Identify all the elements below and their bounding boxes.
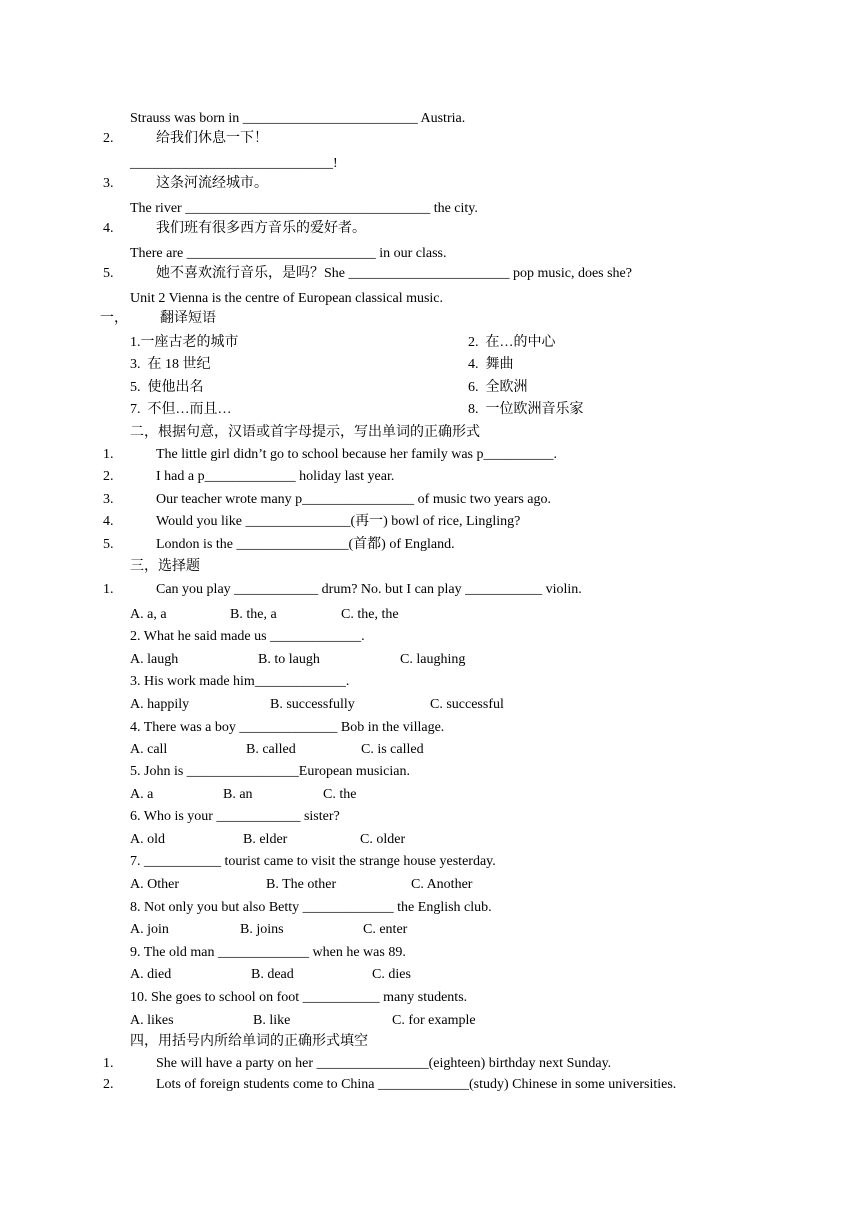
line-text: 7. 不但…而且… xyxy=(130,402,232,417)
option-b: B. like xyxy=(253,1013,291,1028)
option-c: C. the xyxy=(323,787,357,802)
line-number: 1. xyxy=(103,1056,114,1071)
line-text: 我们班有很多西方音乐的爱好者。 xyxy=(156,221,366,236)
option-c: C. for example xyxy=(392,1013,476,1028)
option-c: C. enter xyxy=(363,922,408,937)
option-c: C. Another xyxy=(411,877,473,892)
option-b: B. the, a xyxy=(230,607,277,622)
line-text: 2. What he said made us _____________. xyxy=(130,629,365,644)
line-text: 5. 使他出名 xyxy=(130,380,204,395)
line-text: I had a p_____________ holiday last year. xyxy=(156,469,395,484)
line-text: 9. The old man _____________ when he was 89. xyxy=(130,945,406,960)
line-text: Unit 2 Vienna is the centre of European classical music. xyxy=(130,291,444,306)
line-text: There are ___________________________ in our class. xyxy=(130,246,447,261)
line-text: A. a, a xyxy=(130,607,167,622)
option-c: C. older xyxy=(360,832,406,847)
line-text-right-column: 8. 一位欧洲音乐家 xyxy=(468,402,584,417)
line-text: A. call xyxy=(130,742,168,757)
option-b: B. an xyxy=(223,787,253,802)
line-text: 4. There was a boy ______________ Bob in the village. xyxy=(130,720,445,735)
line-number: 2. xyxy=(103,1077,114,1092)
line-text: 3. 在 18 世纪 xyxy=(130,357,211,372)
option-b: B. elder xyxy=(243,832,288,847)
line-number: 5. xyxy=(103,537,114,552)
line-text: 三，选择题 xyxy=(130,559,200,574)
line-text: A. likes xyxy=(130,1013,174,1028)
line-text: 6. Who is your ____________ sister? xyxy=(130,809,340,824)
line-text: Would you like _______________(再一) bowl of rice, Lingling? xyxy=(156,514,521,529)
line-number: 一， xyxy=(100,311,128,326)
line-number: 2. xyxy=(103,469,114,484)
line-text: A. old xyxy=(130,832,165,847)
line-text: 她不喜欢流行音乐，是吗？She _______________________ pop music, does she? xyxy=(156,266,632,281)
line-text: Strauss was born in _________________________ Austria. xyxy=(130,111,466,126)
line-text: A. laugh xyxy=(130,652,179,667)
line-text: Our teacher wrote many p________________ of music two years ago. xyxy=(156,492,552,507)
line-text-right-column: 2. 在…的中心 xyxy=(468,335,556,350)
line-text: She will have a party on her ________________(eighteen) birthday next Sunday. xyxy=(156,1056,612,1071)
line-text: London is the ________________(首都) of England. xyxy=(156,537,455,552)
line-number: 2. xyxy=(103,131,114,146)
line-number: 1. xyxy=(103,582,114,597)
line-text: 1.一座古老的城市 xyxy=(130,335,239,350)
line-text: A. died xyxy=(130,967,172,982)
line-text: 10. She goes to school on foot ___________ many students. xyxy=(130,990,468,1005)
line-text: 这条河流经城市。 xyxy=(156,176,268,191)
line-text: A. a xyxy=(130,787,154,802)
line-text: 四，用括号内所给单词的正确形式填空 xyxy=(130,1034,368,1049)
line-text: 二，根据句意，汉语或首字母提示，写出单词的正确形式 xyxy=(130,425,480,440)
option-b: B. called xyxy=(246,742,296,757)
option-c: C. successful xyxy=(430,697,504,712)
line-number: 4. xyxy=(103,221,114,236)
option-c: C. is called xyxy=(361,742,424,757)
line-number: 3. xyxy=(103,492,114,507)
line-text-right-column: 6. 全欧洲 xyxy=(468,380,528,395)
option-c: C. dies xyxy=(372,967,411,982)
line-number: 5. xyxy=(103,266,114,281)
line-number: 1. xyxy=(103,447,114,462)
line-text: Can you play ____________ drum? No. but I can play ___________ violin. xyxy=(156,582,582,597)
line-text: A. Other xyxy=(130,877,179,892)
line-text: A. happily xyxy=(130,697,190,712)
option-b: B. successfully xyxy=(270,697,355,712)
option-b: B. The other xyxy=(266,877,337,892)
option-c: C. laughing xyxy=(400,652,466,667)
line-number: 4. xyxy=(103,514,114,529)
line-text: Lots of foreign students come to China _____________(study) Chinese in some universities. xyxy=(156,1077,677,1092)
line-text: 给我们休息一下！ xyxy=(156,131,268,146)
option-b: B. joins xyxy=(240,922,284,937)
line-text: 8. Not only you but also Betty _____________ the English club. xyxy=(130,900,492,915)
line-text: 7. ___________ tourist came to visit the strange house yesterday. xyxy=(130,854,496,869)
option-b: B. dead xyxy=(251,967,294,982)
line-text: A. join xyxy=(130,922,169,937)
line-text: 5. John is ________________European musician. xyxy=(130,764,410,779)
line-text-right-column: 4. 舞曲 xyxy=(468,357,514,372)
line-text: The river ___________________________________ the city. xyxy=(130,201,478,216)
line-text: 翻译短语 xyxy=(160,311,216,326)
line-text: The little girl didn’t go to school because her family was p__________. xyxy=(156,447,557,462)
option-c: C. the, the xyxy=(341,607,399,622)
line-number: 3. xyxy=(103,176,114,191)
line-text: _____________________________! xyxy=(130,156,338,171)
line-text: 3. His work made him_____________. xyxy=(130,674,350,689)
option-b: B. to laugh xyxy=(258,652,320,667)
